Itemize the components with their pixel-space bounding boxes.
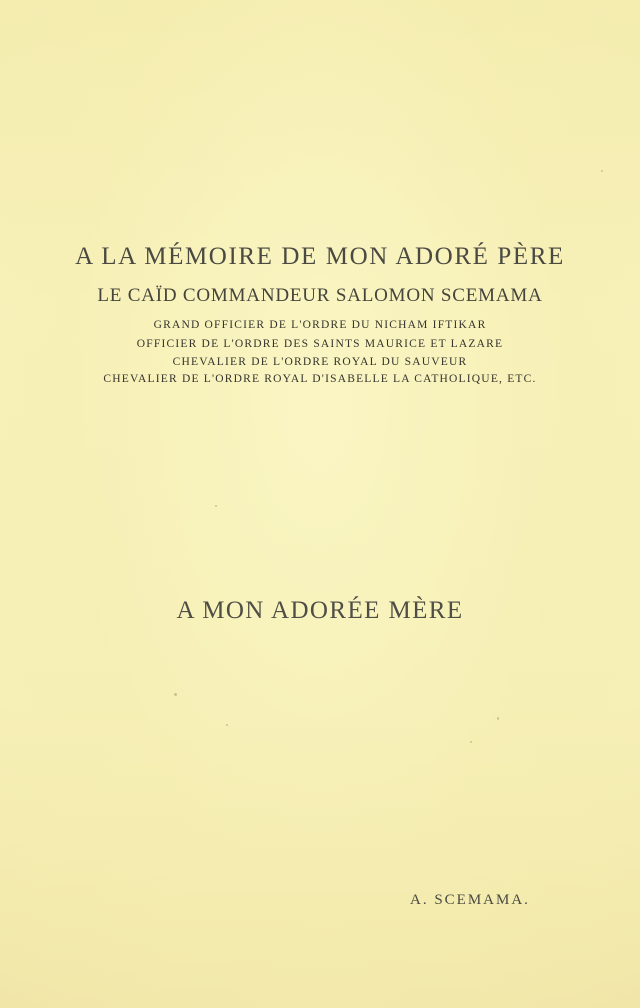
mother-dedication-heading: A MON ADORÉE MÈRE [176,597,464,624]
paper-speck [497,717,499,720]
paper-speck [470,741,472,743]
paper-speck [215,505,217,507]
father-name: LE CAÏD COMMANDEUR SALOMON SCEMAMA [97,285,543,306]
honor-title: CHEVALIER DE L'ORDRE ROYAL D'ISABELLE LA CATHOLIQUE, ETC. [103,373,537,385]
honor-title: GRAND OFFICIER DE L'ORDRE DU NICHAM IFTIKAR [153,319,487,331]
honor-title: OFFICIER DE L'ORDRE DES SAINTS MAURICE ET LAZARE [136,338,504,350]
paper-speck [601,170,603,172]
paper-speck [174,693,177,696]
paper-speck [226,724,228,726]
father-memorial-heading: A LA MÉMOIRE DE MON ADORÉ PÈRE [75,243,565,270]
author-signature: A. SCEMAMA. [410,892,530,908]
honor-title: CHEVALIER DE L'ORDRE ROYAL DU SAUVEUR [172,356,468,368]
